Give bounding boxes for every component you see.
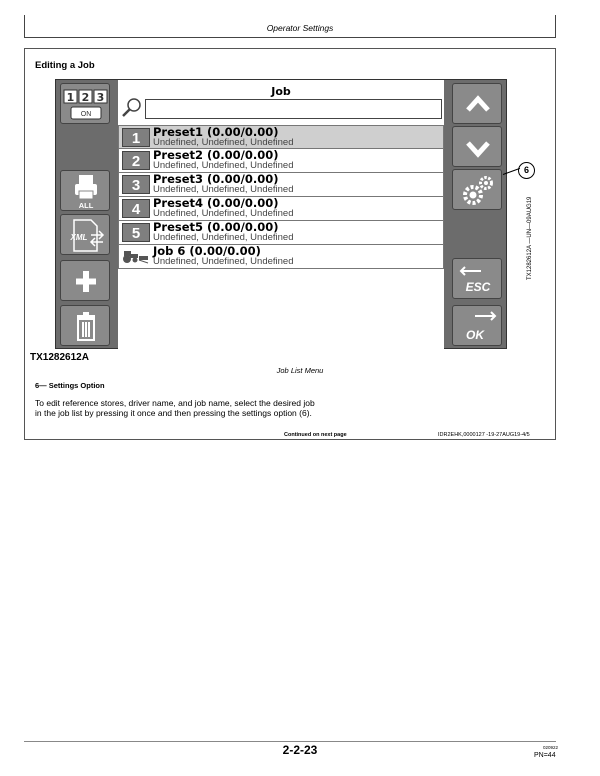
job-detail-4: Undefined, Undefined, Undefined bbox=[153, 208, 294, 219]
job-name-5: Preset5 (0.00/0.00) bbox=[153, 220, 279, 234]
print-all-button[interactable] bbox=[60, 170, 110, 211]
plus-icon bbox=[61, 261, 111, 302]
header-rule-bottom bbox=[24, 37, 556, 38]
numpad-on-button[interactable] bbox=[60, 83, 110, 124]
job-detail-1: Undefined, Undefined, Undefined bbox=[153, 137, 294, 148]
job-number-4: 4 bbox=[122, 199, 150, 218]
scroll-up-button[interactable] bbox=[452, 83, 502, 124]
numpad-digit-2: 2 bbox=[81, 91, 90, 104]
job-row-5[interactable] bbox=[118, 221, 444, 245]
numpad-icon bbox=[61, 84, 111, 125]
xml-export-button[interactable] bbox=[60, 214, 110, 255]
esc-label: ESC bbox=[465, 280, 491, 294]
esc-button[interactable] bbox=[452, 258, 502, 299]
page-number: 2-2-23 bbox=[282, 743, 318, 757]
footer-rule bbox=[24, 741, 556, 742]
job-detail-5: Undefined, Undefined, Undefined bbox=[153, 232, 294, 243]
job-name-3: Preset3 (0.00/0.00) bbox=[153, 172, 279, 186]
numpad-digit-1: 1 bbox=[66, 91, 75, 104]
job-row-1[interactable] bbox=[118, 125, 444, 149]
ok-label: OK bbox=[466, 328, 484, 342]
document-reference: IDR2EHK,0000127 -19-27AUG19-4/5 bbox=[438, 432, 530, 438]
panel-title: Job bbox=[271, 85, 291, 98]
search-input[interactable] bbox=[145, 99, 442, 119]
scroll-down-button[interactable] bbox=[452, 126, 502, 167]
chevron-down-icon bbox=[453, 127, 503, 168]
job-name-2: Preset2 (0.00/0.00) bbox=[153, 148, 279, 162]
job-name-4: Preset4 (0.00/0.00) bbox=[153, 196, 279, 210]
callout-6: 6 bbox=[518, 162, 535, 179]
job-row-2[interactable] bbox=[118, 149, 444, 173]
ok-forward-icon bbox=[453, 306, 503, 347]
job-number-5: 5 bbox=[122, 223, 150, 242]
xml-label: XML bbox=[70, 233, 88, 242]
search-icon bbox=[121, 97, 143, 119]
job-name-6: Job 6 (0.00/0.00) bbox=[153, 244, 261, 258]
gear-icon bbox=[453, 170, 503, 211]
printer-icon bbox=[61, 171, 111, 212]
display-screen bbox=[55, 79, 507, 349]
job-detail-3: Undefined, Undefined, Undefined bbox=[153, 184, 294, 195]
esc-back-icon bbox=[453, 259, 503, 300]
ok-button[interactable] bbox=[452, 305, 502, 346]
pn-number: PN=44 bbox=[534, 752, 556, 759]
numpad-on-label: ON bbox=[80, 111, 92, 118]
all-label: ALL bbox=[78, 201, 94, 210]
job-detail-6: Undefined, Undefined, Undefined bbox=[153, 256, 294, 267]
chevron-up-icon bbox=[453, 84, 503, 125]
running-header: Operator Settings bbox=[266, 23, 334, 33]
add-job-button[interactable] bbox=[60, 260, 110, 301]
settings-button[interactable] bbox=[452, 169, 502, 210]
job-detail-2: Undefined, Undefined, Undefined bbox=[153, 160, 294, 171]
trash-icon bbox=[61, 306, 111, 347]
figure-id: TX1282612A bbox=[30, 352, 89, 363]
job-list-panel bbox=[118, 80, 444, 350]
instruction-paragraph: To edit reference stores, driver name, and job name, select the desired job in the job list by pressing it once and then pressing the settings option (6). bbox=[35, 398, 315, 418]
figure-side-tag: TX1282612A —UN—09AUG19 bbox=[527, 196, 533, 280]
numpad-digit-3: 3 bbox=[96, 91, 105, 104]
figure-legend: 6— Settings Option bbox=[35, 381, 105, 390]
job-row-4[interactable] bbox=[118, 197, 444, 221]
job-number-1: 1 bbox=[122, 128, 150, 147]
tractor-icon bbox=[121, 248, 149, 264]
section-title: Editing a Job bbox=[35, 60, 95, 71]
job-number-3: 3 bbox=[122, 175, 150, 194]
figure-caption: Job List Menu bbox=[276, 366, 324, 375]
continued-note: Continued on next page bbox=[284, 432, 347, 438]
delete-job-button[interactable] bbox=[60, 305, 110, 346]
job-list bbox=[118, 125, 444, 269]
xml-export-icon bbox=[61, 215, 111, 256]
job-row-3[interactable] bbox=[118, 173, 444, 197]
job-row-6[interactable] bbox=[118, 245, 444, 269]
job-name-1: Preset1 (0.00/0.00) bbox=[153, 125, 279, 139]
job-number-2: 2 bbox=[122, 151, 150, 170]
footer-code: 020922 bbox=[543, 745, 559, 750]
